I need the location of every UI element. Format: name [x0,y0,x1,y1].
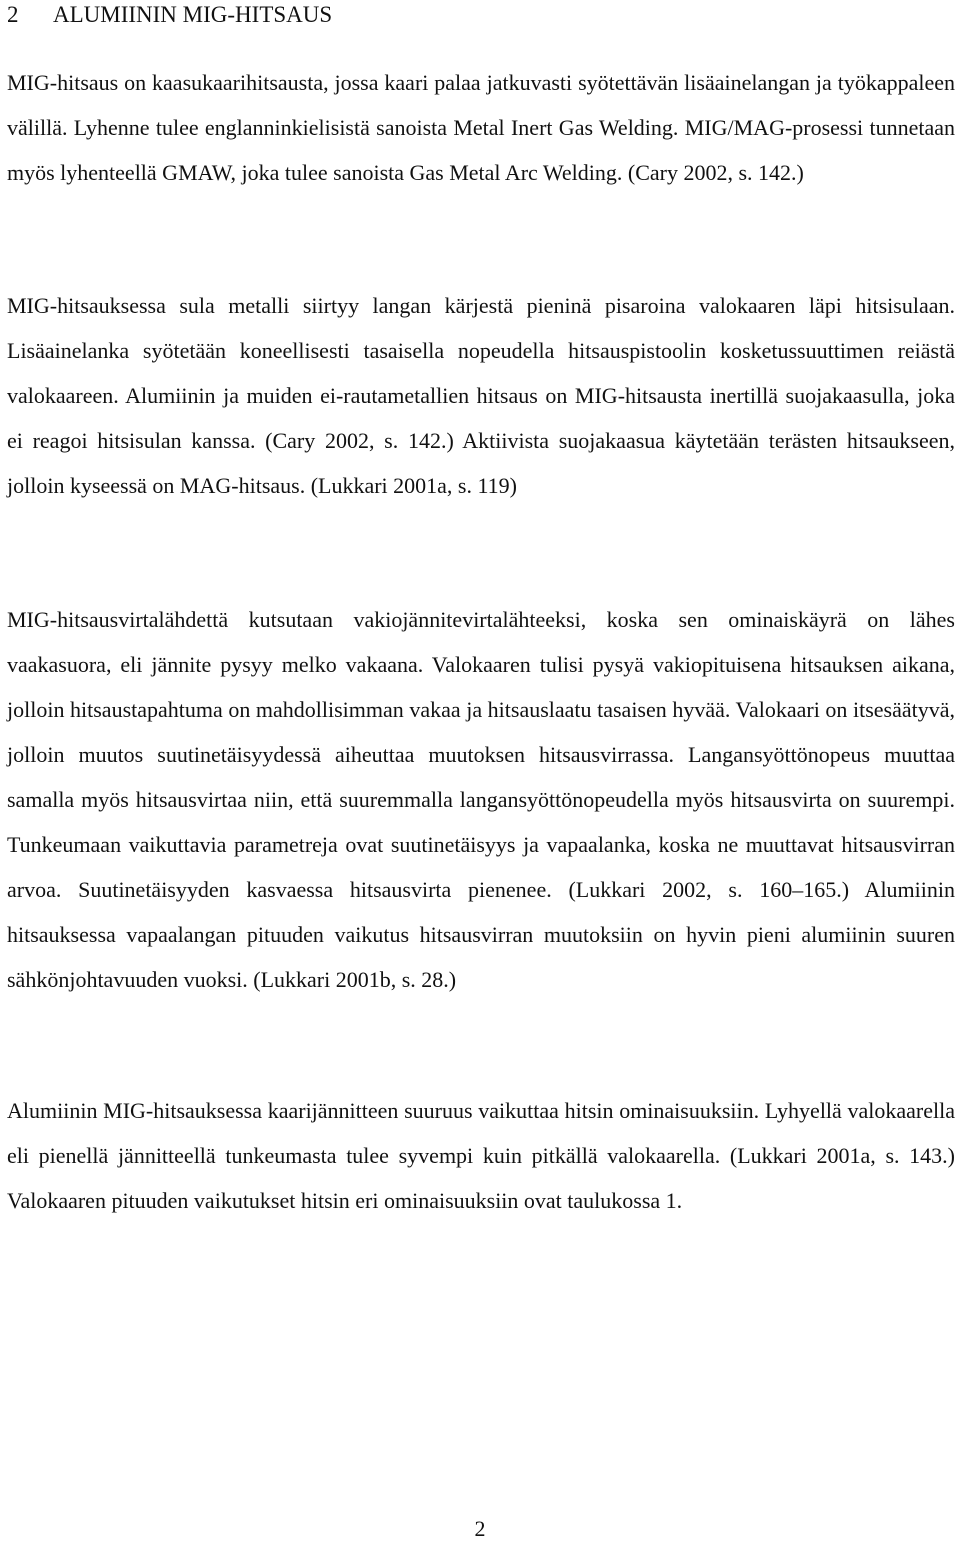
section-number: 2 [7,2,19,27]
page-number: 2 [474,1516,486,1541]
section-heading [7,0,332,30]
paragraph-metal-transfer: MIG-hitsauksessa sula metalli siirtyy langan kärjestä pieninä pisaroina valokaaren läpi hitsisulaan. Lisäainelanka syötetään koneellisesti tasaisella nopeudella hitsauspistoolin kosketussuuttimen reiästä valokaareen. Alumiinin ja muiden ei-rautametallien hitsaus on MIG-hitsausta inertillä suojakaasulla, joka ei reagoi hitsisulan kanssa. (Cary 2002, s. 142.) Aktiivista suojakaasua käytetään terästen hitsaukseen, jolloin kyseessä on MAG-hitsaus. (Lukkari 2001a, s. 119) [7,293,955,498]
paragraph-mig-definition: MIG-hitsaus on kaasukaarihitsausta, jossa kaari palaa jatkuvasti syötettävän lisäainelangan ja työkappaleen välillä. Lyhenne tulee englanninkielisistä sanoista Metal Inert Gas Welding. MIG/MAG-prosessi tunnetaan myös lyhenteellä GMAW, joka tulee sanoista Gas Metal Arc Welding. (Cary 2002, s. 142.) [7,70,955,185]
paragraph-power-source: MIG-hitsausvirtalähdettä kutsutaan vakiojännitevirtalähteeksi, koska sen ominaiskäyrä on lähes vaakasuora, eli jännite pysyy melko vakaana. Valokaaren tulisi pysyä vakiopituisena hitsauksen aikana, jolloin hitsaustapahtuma on mahdollisimman vakaa ja hitsauslaatu tasaisen hyvää. Valokaari on itsesäätyvä, jolloin muutos suutinetäisyydessä aiheuttaa muutoksen hitsausvirrassa. Langansyöttönopeus muuttaa samalla myös hitsausvirtaa niin, että suuremmalla langansyöttönopeudella myös hitsausvirta on suurempi. Tunkeumaan vaikuttavia parametreja ovat suutinetäisyys ja vapaalanka, koska ne muuttavat hitsausvirran arvoa. Suutinetäisyyden kasvaessa hitsausvirta pienenee. (Lukkari 2002, s. 160–165.) Alumiinin hitsauksessa vapaalangan pituuden vaikutus hitsausvirran muutoksiin on hyvin pieni alumiinin suuren sähkönjohtavuuden vuoksi. (Lukkari 2001b, s. 28.) [7,607,955,992]
paragraph-arc-voltage: Alumiinin MIG-hitsauksessa kaarijännitteen suuruus vaikuttaa hitsin ominaisuuksiin. Lyhyellä valokaarella eli pienellä jännitteellä tunkeumasta tulee syvempi kuin pitkällä valokaarella. (Lukkari 2001a, s. 143.) Valokaaren pituuden vaikutukset hitsin eri ominaisuuksiin ovat taulukossa 1. [7,1098,955,1213]
section-title: ALUMIININ MIG-HITSAUS [53,2,333,27]
